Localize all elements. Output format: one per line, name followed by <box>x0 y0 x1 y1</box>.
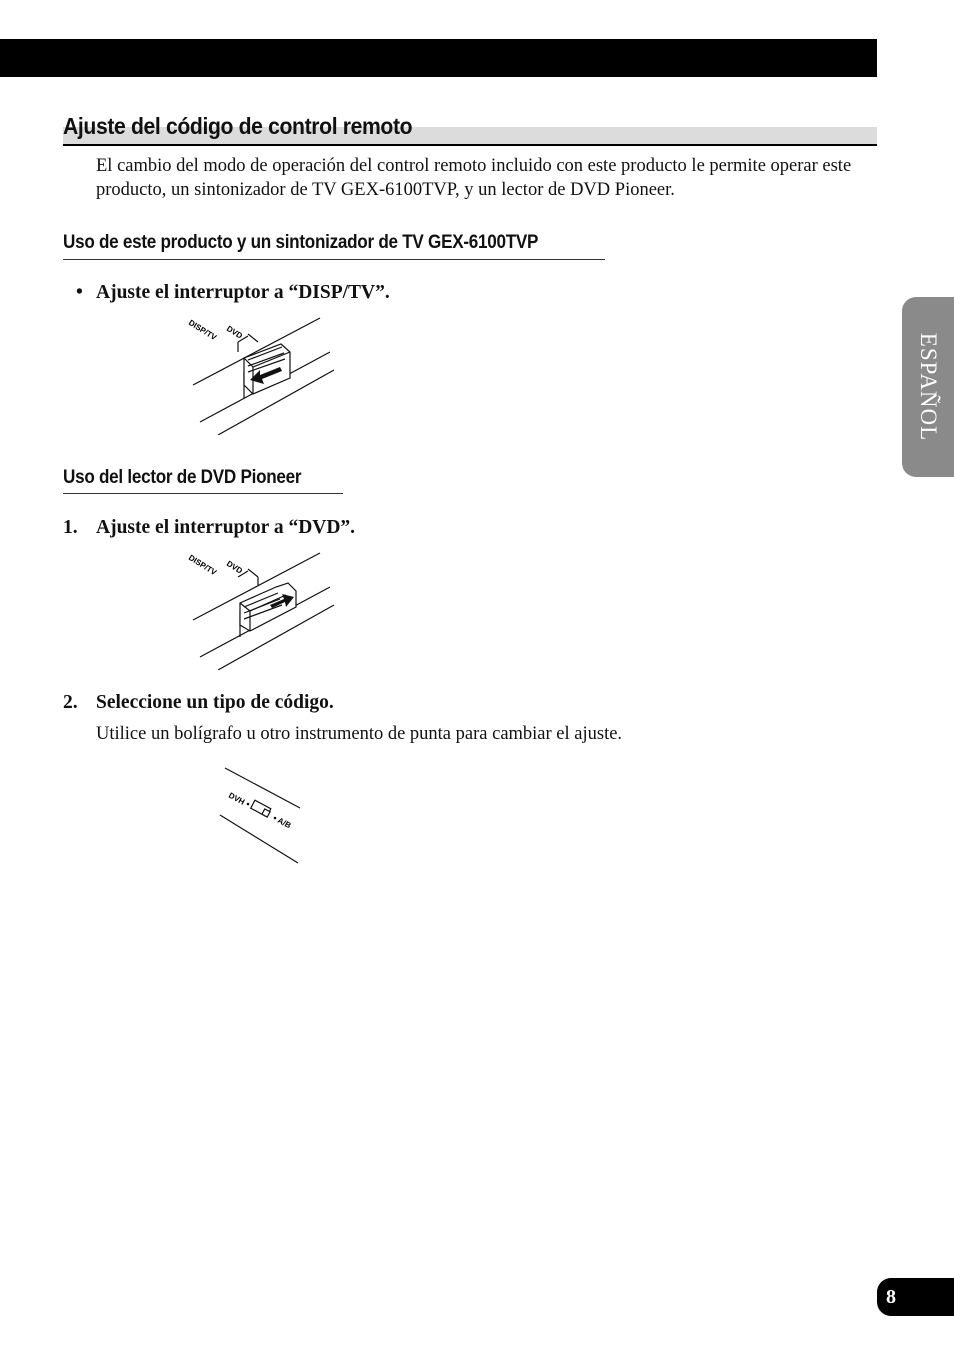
step-2-text: Seleccione un tipo de código. <box>96 692 334 713</box>
step-2-number: 2. <box>63 692 78 713</box>
intro-paragraph: El cambio del modo de operación del control remoto incluido con este producto le permite operar este producto, un sintonizador de TV GEX-6100TVP, y un lector de DVD Pioneer. <box>96 156 852 200</box>
heading-rule <box>63 144 877 146</box>
label-disptv: DISP/TV <box>186 318 219 343</box>
bullet: • <box>76 282 83 303</box>
label-dvh: DVH <box>227 790 247 807</box>
step-1-number: 1. <box>63 517 78 538</box>
subsection-title-dvd: Uso del lector de DVD Pioneer <box>63 467 302 488</box>
subsection-rule-tv <box>63 259 605 260</box>
switch-disptv-figure <box>178 310 338 435</box>
step-disptv <box>76 280 390 306</box>
label-ab: A/B <box>276 815 293 831</box>
header-bar <box>0 39 877 77</box>
step-1 <box>63 515 355 541</box>
section-title: Ajuste del código de control remoto <box>63 113 413 139</box>
switch-dvd-figure <box>178 545 338 670</box>
step-2 <box>63 690 334 716</box>
page-number: 8 <box>886 1286 896 1308</box>
step-1-text: Ajuste el interruptor a “DVD”. <box>96 517 356 538</box>
subsection-rule-dvd <box>63 493 343 494</box>
subsection-title-tv: Uso de este producto y un sintonizador de TV GEX-6100TVP <box>63 232 539 253</box>
language-tab-label: ESPAÑOL <box>916 332 941 442</box>
code-type-switch-figure <box>210 760 310 870</box>
label-dvd: DVD <box>224 559 245 576</box>
section-heading <box>63 110 877 147</box>
label-dvd: DVD <box>224 324 245 341</box>
page-number-badge <box>877 1278 954 1316</box>
label-disptv: DISP/TV <box>186 553 219 578</box>
language-tab <box>902 297 954 477</box>
step-disptv-text: Ajuste el interruptor a “DISP/TV”. <box>96 282 390 303</box>
step-2-description: Utilice un bolígrafo u otro instrumento de punta para cambiar el ajuste. <box>96 724 623 744</box>
